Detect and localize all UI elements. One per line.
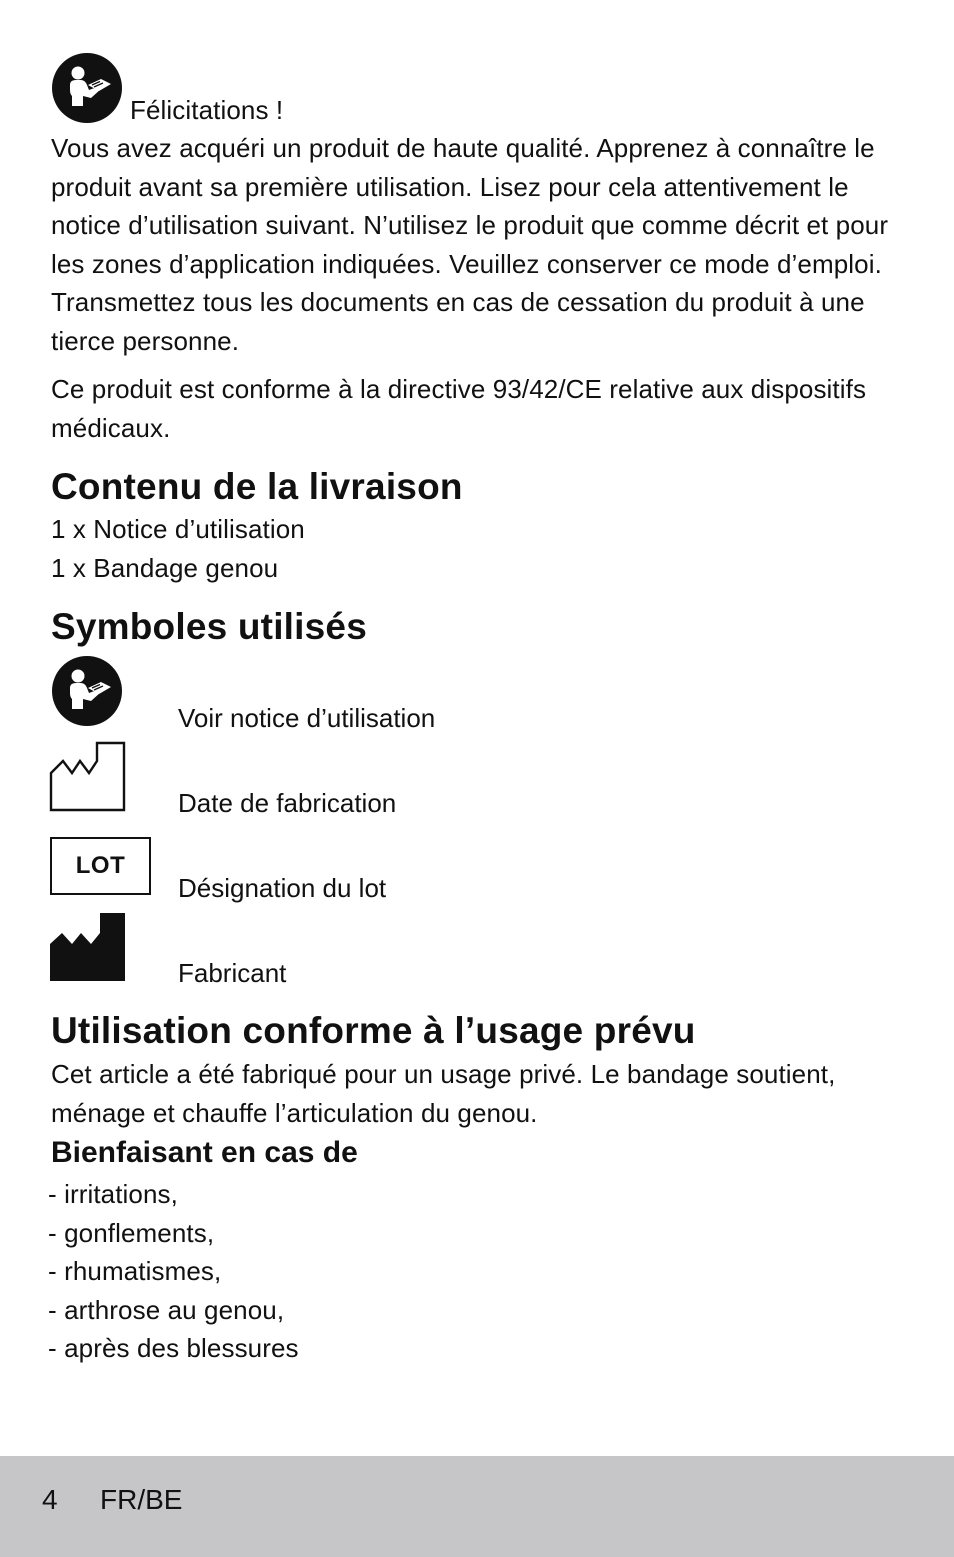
benefits-list [48, 1175, 299, 1368]
manufacturer-icon [49, 912, 127, 982]
symbol-label-date: Date de fabrication [178, 788, 397, 818]
symbols-heading: Symboles utilisés [51, 606, 367, 647]
list-item: - après des blessures [48, 1333, 299, 1363]
intended-use-text: Cet article a été fabriqué pour un usage privé. Le bandage soutient, ménage et chauffe l’articulation du genou. [51, 1059, 836, 1128]
manufacture-date-icon [49, 741, 127, 813]
list-item: 1 x Bandage genou [51, 552, 279, 583]
symbol-label-manufacturer: Fabricant [178, 958, 287, 988]
greeting: Félicitations ! [130, 95, 284, 125]
list-item: - gonflements, [48, 1217, 215, 1248]
lot-icon: LOT [50, 837, 151, 895]
benefits-heading: Bienfaisant en cas de [51, 1136, 358, 1169]
list-item: - irritations, [48, 1179, 178, 1209]
list-item: - rhumatismes, [48, 1256, 222, 1286]
intended-use-heading: Utilisation conforme à l’usage prévu [51, 1010, 696, 1051]
symbol-label-instructions: Voir notice d’utilisation [178, 703, 436, 733]
symbol-label-lot: Désignation du lot [178, 873, 387, 903]
contents-heading: Contenu de la livraison [51, 466, 463, 507]
page-footer [0, 1456, 954, 1557]
contents-list [51, 510, 305, 587]
page-number: 4 [42, 1484, 58, 1515]
directive-paragraph: Ce produit est conforme à la directive 93/42/CE relative aux dispositifs médicaux. [51, 374, 867, 443]
intro-paragraph: Vous avez acquéri un produit de haute qualité. Apprenez à connaître le produit avant sa première utilisation. Lisez pour cela attentivement le notice d’utilisation suivant. N’utilisez le produit que comme décrit et pour les zones d’application indiquées. Veuillez conserver ce mode d’emploi. Transmettez tous les documents en cas de cessation du produit à une tierce personne. [51, 133, 889, 356]
list-item: - arthrose au genou, [48, 1294, 285, 1325]
read-instructions-icon [51, 52, 123, 124]
read-instructions-icon [51, 655, 123, 727]
list-item: 1 x Notice d’utilisation [51, 514, 305, 544]
language-code: FR/BE [100, 1484, 183, 1515]
